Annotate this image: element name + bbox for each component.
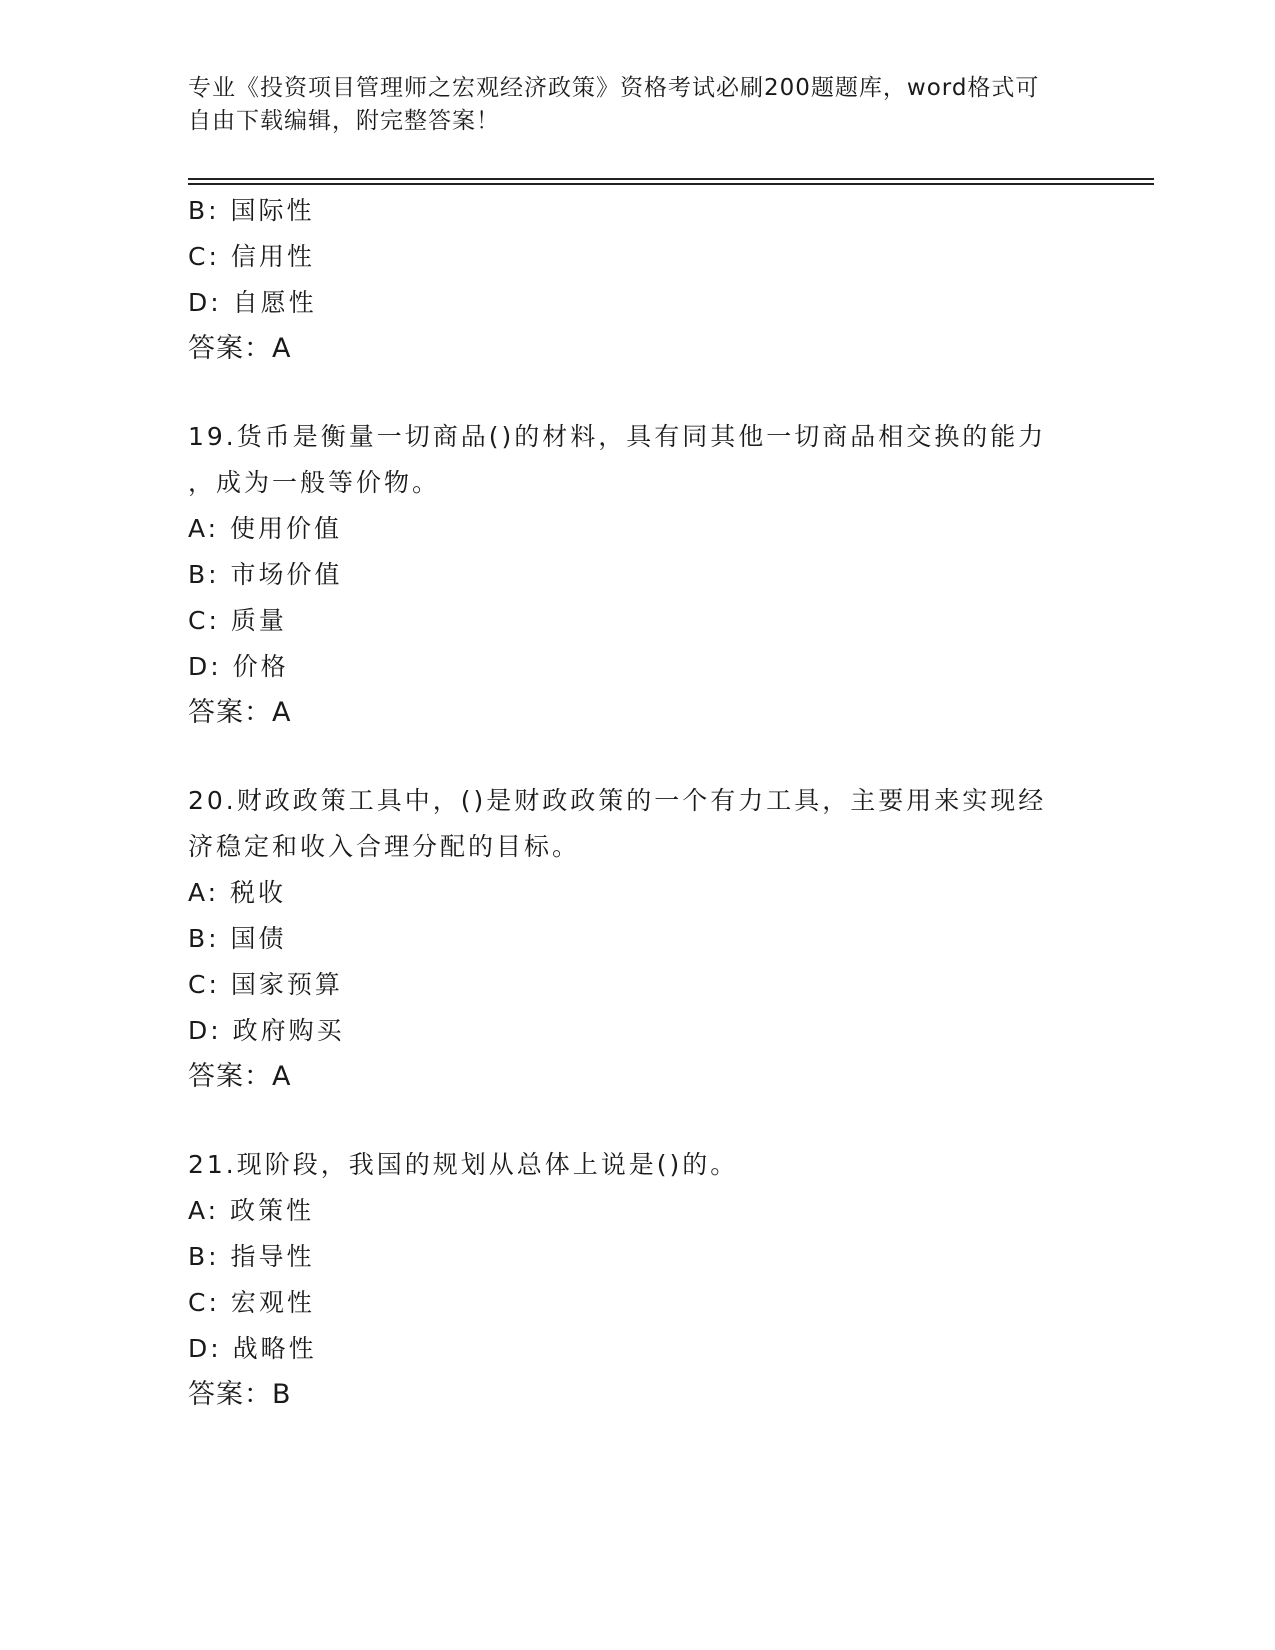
question-stem: [188, 1142, 1088, 1188]
question-19: [188, 414, 1088, 736]
question-18-continued: [188, 188, 1088, 372]
answer-line: 答案：A: [188, 333, 292, 364]
header-line-2: 自由下载编辑，附完整答案！: [188, 108, 500, 134]
header-divider-top: [188, 178, 1154, 180]
option-c: C: 信用性: [188, 242, 315, 271]
document-header: [188, 72, 1088, 138]
question-stem-line: 21.现阶段，我国的规划从总体上说是()的。: [188, 1150, 739, 1179]
question-21: [188, 1142, 1088, 1418]
question-stem-line: 19.货币是衡量一切商品()的材料，具有同其他一切商品相交换的能力: [188, 422, 1047, 451]
option-d: D: 战略性: [188, 1334, 317, 1363]
option-d: D: 自愿性: [188, 288, 317, 317]
option-c: C: 国家预算: [188, 970, 343, 999]
question-stem-line: ，成为一般等价物。: [188, 468, 441, 497]
question-stem-line: 20.财政政策工具中，()是财政政策的一个有力工具，主要用来实现经: [188, 786, 1047, 815]
answer-line: 答案：A: [188, 1061, 292, 1092]
question-20: [188, 778, 1088, 1100]
header-divider-bottom: [188, 183, 1154, 185]
option-a: A: 税收: [188, 878, 287, 907]
option-c: C: 宏观性: [188, 1288, 315, 1317]
question-list: [188, 188, 1088, 1418]
option-c: C: 质量: [188, 606, 287, 635]
option-b: B: 市场价值: [188, 560, 343, 589]
option-a: A: 使用价值: [188, 514, 343, 543]
option-a: A: 政策性: [188, 1196, 315, 1225]
option-b: B: 指导性: [188, 1242, 315, 1271]
answer-line: 答案：A: [188, 697, 292, 728]
option-d: D: 价格: [188, 652, 289, 681]
question-stem-line: 济稳定和收入合理分配的目标。: [188, 832, 581, 861]
option-b: B: 国际性: [188, 196, 315, 225]
header-line-1: 专业《投资项目管理师之宏观经济政策》资格考试必刷200题题库，word格式可: [188, 75, 1040, 101]
option-d: D: 政府购买: [188, 1016, 345, 1045]
question-stem: [188, 778, 1088, 870]
question-stem: [188, 414, 1088, 506]
answer-line: 答案：B: [188, 1379, 292, 1410]
option-b: B: 国债: [188, 924, 287, 953]
